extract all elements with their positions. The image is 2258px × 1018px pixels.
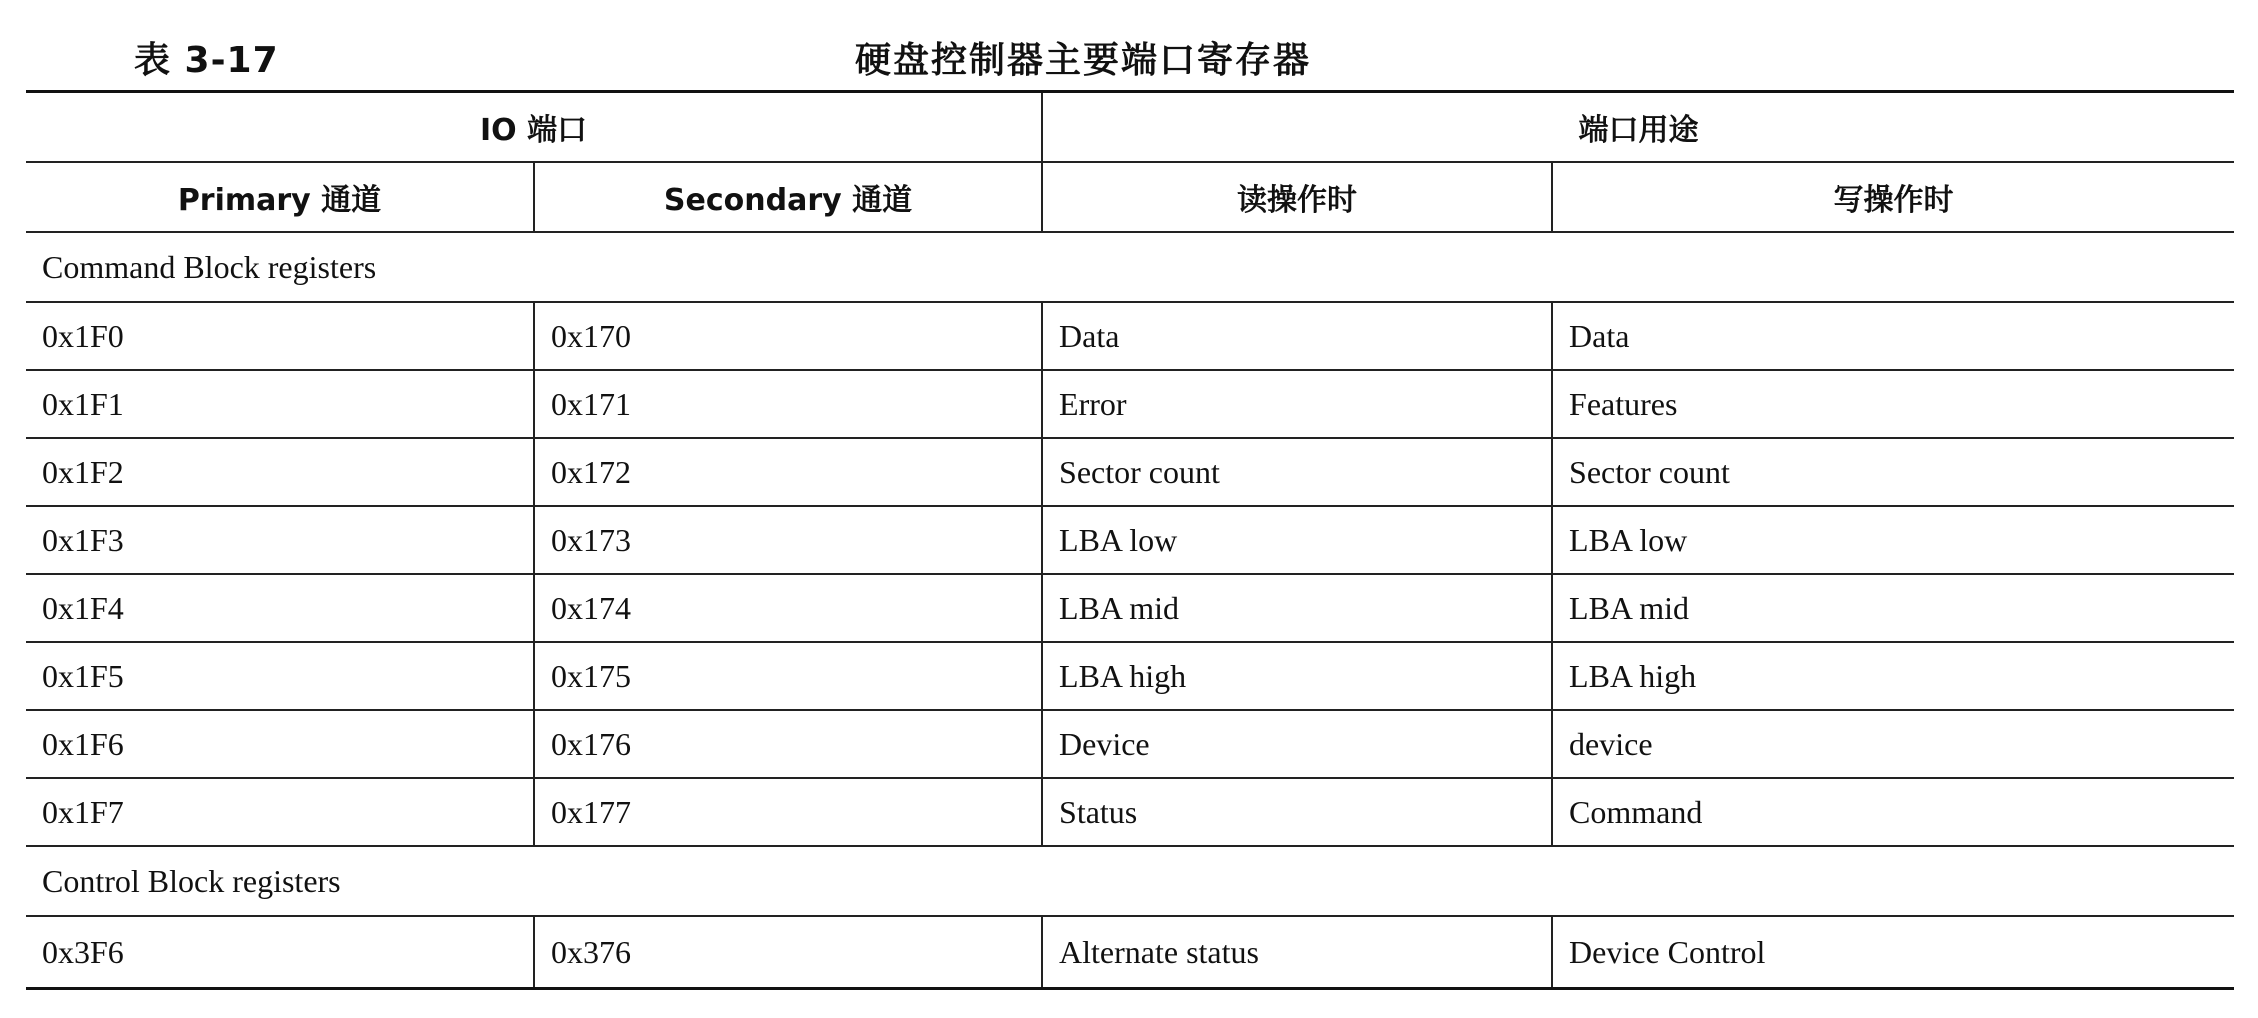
section-label: Command Block registers bbox=[26, 232, 2234, 302]
read-use-cell: Alternate status bbox=[1042, 916, 1552, 989]
header-read-operation: 读操作时 bbox=[1042, 162, 1552, 232]
table-row bbox=[26, 370, 2234, 438]
table-row bbox=[26, 778, 2234, 846]
primary-port-cell: 0x1F2 bbox=[26, 438, 534, 506]
table-row bbox=[26, 916, 2234, 989]
write-use-cell: LBA mid bbox=[1552, 574, 2234, 642]
primary-port-cell: 0x1F4 bbox=[26, 574, 534, 642]
read-use-cell: LBA high bbox=[1042, 642, 1552, 710]
read-use-cell: LBA low bbox=[1042, 506, 1552, 574]
secondary-port-cell: 0x171 bbox=[534, 370, 1042, 438]
header-secondary-channel: Secondary 通道 bbox=[534, 162, 1042, 232]
primary-port-cell: 0x3F6 bbox=[26, 916, 534, 989]
primary-port-cell: 0x1F7 bbox=[26, 778, 534, 846]
header-column-row bbox=[26, 162, 2234, 232]
table-row bbox=[26, 642, 2234, 710]
header-group-row bbox=[26, 92, 2234, 163]
write-use-cell: LBA high bbox=[1552, 642, 2234, 710]
table-row bbox=[26, 710, 2234, 778]
secondary-port-cell: 0x177 bbox=[534, 778, 1042, 846]
header-port-usage: 端口用途 bbox=[1042, 92, 2234, 163]
table-number: 表 3-17 bbox=[134, 40, 279, 81]
secondary-port-cell: 0x170 bbox=[534, 302, 1042, 370]
table-caption bbox=[0, 24, 2258, 88]
write-use-cell: Features bbox=[1552, 370, 2234, 438]
read-use-cell: Sector count bbox=[1042, 438, 1552, 506]
read-use-cell: LBA mid bbox=[1042, 574, 1552, 642]
write-use-cell: Device Control bbox=[1552, 916, 2234, 989]
write-use-cell: Data bbox=[1552, 302, 2234, 370]
read-use-cell: Status bbox=[1042, 778, 1552, 846]
section-command-block bbox=[26, 232, 2234, 302]
secondary-port-cell: 0x172 bbox=[534, 438, 1042, 506]
read-use-cell: Error bbox=[1042, 370, 1552, 438]
write-use-cell: Command bbox=[1552, 778, 2234, 846]
section-label: Control Block registers bbox=[26, 846, 2234, 916]
table-row bbox=[26, 438, 2234, 506]
secondary-port-cell: 0x174 bbox=[534, 574, 1042, 642]
primary-port-cell: 0x1F3 bbox=[26, 506, 534, 574]
write-use-cell: Sector count bbox=[1552, 438, 2234, 506]
primary-port-cell: 0x1F0 bbox=[26, 302, 534, 370]
read-use-cell: Device bbox=[1042, 710, 1552, 778]
secondary-port-cell: 0x376 bbox=[534, 916, 1042, 989]
table-row bbox=[26, 574, 2234, 642]
write-use-cell: LBA low bbox=[1552, 506, 2234, 574]
table-row bbox=[26, 302, 2234, 370]
primary-port-cell: 0x1F6 bbox=[26, 710, 534, 778]
port-register-table bbox=[26, 90, 2234, 990]
header-write-operation: 写操作时 bbox=[1552, 162, 2234, 232]
header-io-ports: IO 端口 bbox=[26, 92, 1042, 163]
header-primary-channel: Primary 通道 bbox=[26, 162, 534, 232]
table-row bbox=[26, 506, 2234, 574]
secondary-port-cell: 0x175 bbox=[534, 642, 1042, 710]
primary-port-cell: 0x1F5 bbox=[26, 642, 534, 710]
write-use-cell: device bbox=[1552, 710, 2234, 778]
table-title: 硬盘控制器主要端口寄存器 bbox=[855, 40, 1312, 81]
secondary-port-cell: 0x176 bbox=[534, 710, 1042, 778]
secondary-port-cell: 0x173 bbox=[534, 506, 1042, 574]
primary-port-cell: 0x1F1 bbox=[26, 370, 534, 438]
section-control-block bbox=[26, 846, 2234, 916]
read-use-cell: Data bbox=[1042, 302, 1552, 370]
